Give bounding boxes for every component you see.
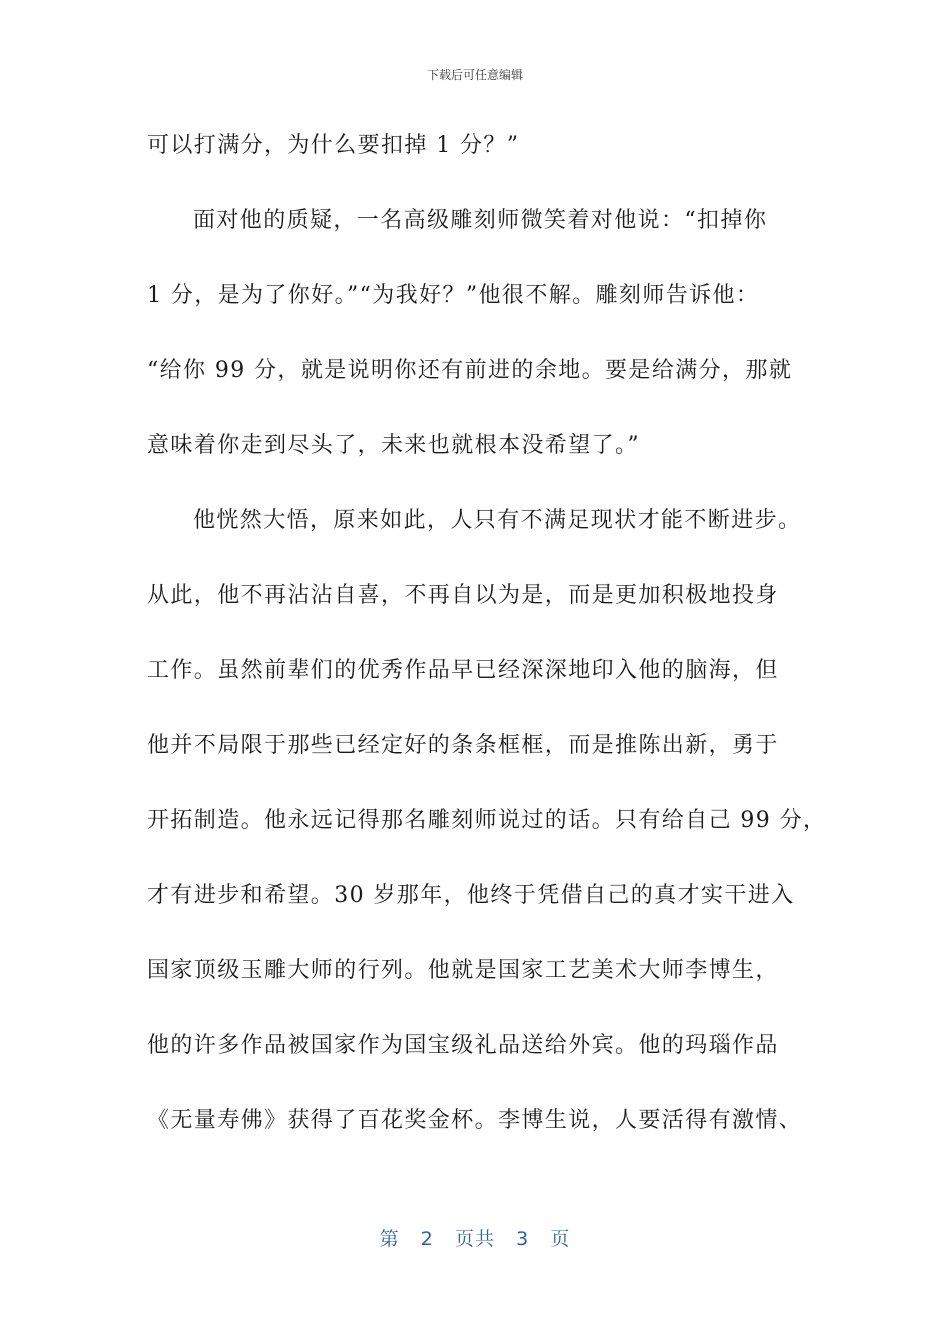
- page-number-footer: [0, 1224, 950, 1251]
- text-line: 可以打满分，为什么要扣掉 1 分？”: [147, 133, 520, 158]
- footer-middle: 页共: [454, 1228, 495, 1250]
- text-line: 开拓制造。他永远记得那名雕刻师说过的话。只有给自己 99 分，: [147, 808, 827, 833]
- text-line: 工作。虽然前辈们的优秀作品早已经深深地印入他的脑海，但: [147, 658, 779, 683]
- text-line: “给你 99 分，就是说明你还有前进的余地。要是给满分，那就: [147, 358, 793, 383]
- document-body: [147, 120, 827, 1170]
- text-line: 他的许多作品被国家作为国宝级礼品送给外宾。他的玛瑙作品: [147, 1033, 779, 1058]
- text-line: 面对他的质疑，一名高级雕刻师微笑着对他说：“扣掉你: [193, 208, 768, 233]
- text-line: 他并不局限于那些已经定好的条条框框，而是推陈出新，勇于: [147, 733, 779, 758]
- current-page-number: 2: [420, 1228, 434, 1250]
- footer-prefix: 第: [379, 1228, 400, 1250]
- page-header: 下载后可任意编辑: [426, 68, 523, 82]
- text-line: 国家顶级玉雕大师的行列。他就是国家工艺美术大师李博生，: [147, 958, 779, 983]
- text-line: 从此，他不再沾沾自喜，不再自以为是，而是更加积极地投身: [147, 583, 779, 608]
- text-line: 1 分，是为了你好。”“为我好？”他很不解。雕刻师告诉他：: [147, 283, 760, 308]
- footer-suffix: 页: [550, 1228, 571, 1250]
- text-line: 《无量寿佛》获得了百花奖金杯。李博生说，人要活得有激情、: [147, 1108, 803, 1133]
- total-page-number: 3: [516, 1228, 530, 1250]
- text-line: 意味着你走到尽头了，未来也就根本没希望了。”: [147, 433, 641, 458]
- text-line: 他恍然大悟，原来如此，人只有不满足现状才能不断进步。: [193, 508, 802, 533]
- text-line: 才有进步和希望。30 岁那年，他终于凭借自己的真才实干进入: [147, 883, 795, 908]
